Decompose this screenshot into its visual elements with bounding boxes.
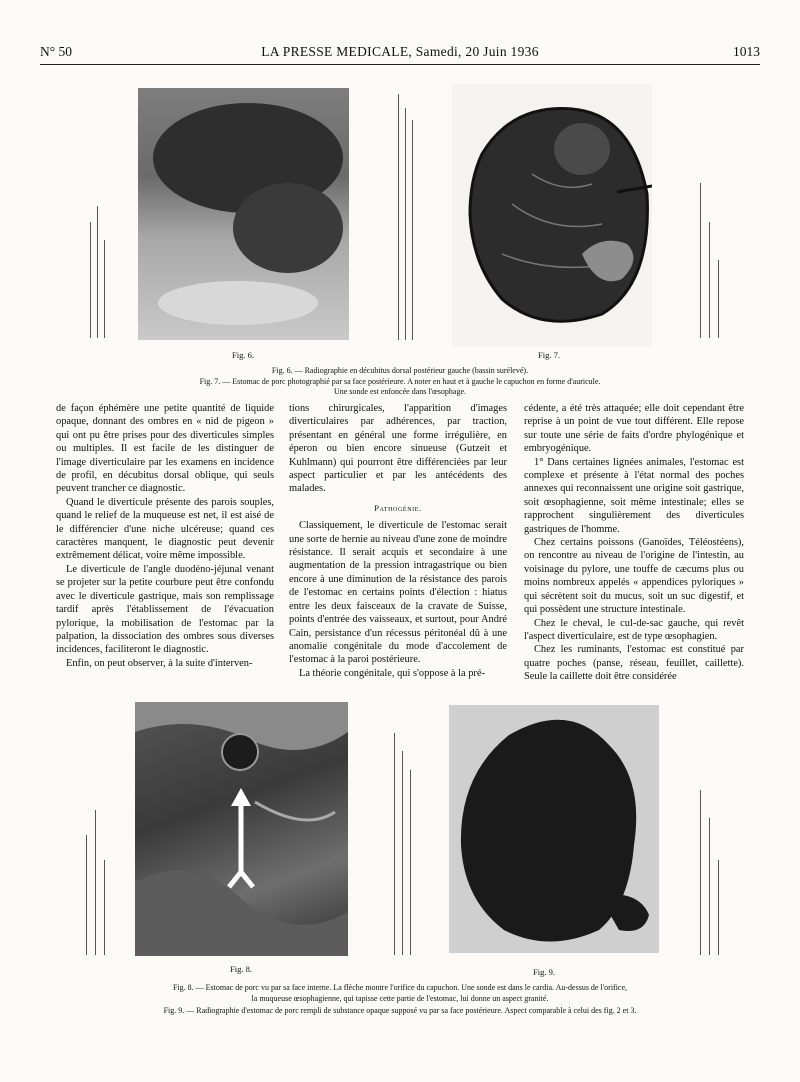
mucosa-fold-lower xyxy=(135,871,348,956)
figure-6-radiograph xyxy=(138,88,349,340)
journal-title: LA PRESSE MEDICALE, Samedi, 20 Juin 1936 xyxy=(261,44,539,59)
figure-8-photo xyxy=(135,702,348,956)
capuchon-orifice xyxy=(222,734,258,770)
column-rule xyxy=(104,860,105,955)
paragraph: Classiquement, le diverticule de l'estomac serait une sorte de hernie au niveau d'une zone de moindre résistance. Il serait acquis et secondaire à une augmentation de la pression intragastrique ou bien encore à une diminution de la résistance des parois de l'estomac en certains points d'élection : hiatus entre les deux faisceaux de la cravate de Suisse, points d'entrée des vaisseaux, et surtout, pour André Cain, persistance d'un récessus péritonéal dû à une anomalie congénitale du mode d'accolement de l'estomac à la paroi postérieure. xyxy=(289,520,507,666)
paragraph: Le diverticule de l'angle duodéno-jéjunal venant se projeter sur la petite courbure peut être confondu avec le diverticule gastrique, mais son remplissage tardif après l'établissement de l'évacuation pylorique, la mobilisation de l'estomac par la palpation, la dissociation des ombres sous diverses incidences, faciliteront le diagnostic. xyxy=(56,563,274,656)
paragraph: Quand le diverticule présente des parois souples, quand le relief de la muqueuse est net, il est aisé de le différencier d'une niche ulcéreuse; quand ces caractères manquent, le diagnostic peut devenir extrêmement délicat, voire même impossible. xyxy=(56,496,274,562)
column-rule xyxy=(90,222,91,338)
column-rule xyxy=(700,183,701,338)
fig6-image xyxy=(138,88,349,340)
caption-fig7: Fig. 7. — Estomac de porc photographié par sa face postérieure. A noter en haut et à gauche le capuchon en forme d'auricule. xyxy=(199,377,601,386)
column-rule xyxy=(398,94,399,340)
text-column-3 xyxy=(524,402,744,684)
column-rule xyxy=(104,240,105,338)
paragraph: de façon éphémère une petite quantité de liquide opaque, donnant des ombres en « nid de pigeon » qui ont pu être prises pour des diverticules simples ou multiples. Il est facile de les distinguer de l'image diverticulaire par les examens en incidence de profil, en décubitus dorsal oblique, qui seuls peuvent trancher ce diagnostic. xyxy=(56,403,274,495)
paragraph: Chez certains poissons (Ganoïdes, Téléostéens), on rencontre au niveau de l'origine de l'intestin, au voisinage du pylore, une touffe de cæcums plus ou moins nombreux appelés « appendices pyloriques » qui sécrètent soit du mucus, soit un suc digestif, et qui possèdent une structure intestinale. xyxy=(524,537,744,616)
text-column-2 xyxy=(289,402,507,680)
header-rule xyxy=(40,64,760,65)
running-header xyxy=(40,44,760,66)
fold-highlight xyxy=(255,802,335,820)
stomach-shadow-lower xyxy=(233,183,343,273)
caption-fig7-cont: Une sonde est enfoncée dans l'œsophage. xyxy=(333,387,467,396)
column-rule xyxy=(95,810,96,955)
paragraph: Enfin, on peut observer, à la suite d'interven- xyxy=(66,657,253,669)
fig9-image xyxy=(449,705,659,953)
arrow-pointer xyxy=(229,788,253,887)
column-rule xyxy=(412,120,413,340)
fig6-label: Fig. 6. xyxy=(232,350,254,360)
caption-fig8: Fig. 8. — Estomac de porc vu par sa face interne. La flèche montre l'orifice du capuchon. Une sonde est dans le cardia. Au-dessus de l'orifice, xyxy=(172,983,628,992)
auricle-capuchon xyxy=(554,123,610,175)
caption-fig9: Fig. 9. — Radiographie d'estomac de porc rempli de substance opaque supposé vu par sa face postérieure. Aspect comparable à celui des fig. 2 et 3. xyxy=(163,1006,637,1015)
column-rule xyxy=(700,790,701,955)
paragraph: 1° Dans certaines lignées animales, l'estomac est complexe et présente à l'état normal des poches annexes qui reconnaissent une origine soit gastrique, soit œsophagienne, soit même intestinale; elles se rapprochent singulièrement des diverticules gastriques de l'homme. xyxy=(524,456,744,535)
column-rule xyxy=(97,206,98,338)
paragraph: Chez le cheval, le cul-de-sac gauche, qui revêt l'aspect diverticulaire, est de type œsophagien. xyxy=(524,617,744,642)
paragraph: cédente, a été très attaquée; elle doit cependant être reprise à un point de vue tout différent. Elle repose sur toute une série de faits d'ordre phylogénique et embryogénique. xyxy=(524,403,744,455)
caption-fig8-cont: la muqueuse œsophagienne, qui tapisse cette partie de l'estomac, lui donne un aspect granité. xyxy=(251,994,549,1003)
column-rule xyxy=(410,770,411,955)
column-rule xyxy=(718,860,719,955)
column-rule xyxy=(405,108,406,340)
caption-fig6: Fig. 6. — Radiographie en décubitus dorsal postérieur gauche (bassin surélevé). xyxy=(271,366,529,375)
fig9-label: Fig. 9. xyxy=(533,967,555,977)
issue-number: N° 50 xyxy=(40,44,73,59)
fig8-label: Fig. 8. xyxy=(230,964,252,974)
fig7-label: Fig. 7. xyxy=(538,350,560,360)
figure-9-radiograph xyxy=(449,705,659,953)
section-heading: Pathogénie. xyxy=(374,502,422,513)
column-rule xyxy=(86,835,87,955)
column-rule xyxy=(394,733,395,955)
column-rule xyxy=(718,260,719,338)
fig8-image xyxy=(135,702,348,956)
pelvis-light-area xyxy=(158,281,318,325)
paragraph: Chez les ruminants, l'estomac est constitué par quatre poches (panse, réseau, feuillet, caillette). Seule la caillette doit être considérée xyxy=(524,644,744,683)
paragraph: La théorie congénitale, qui s'oppose à la pré- xyxy=(299,667,485,679)
figure-7-photo xyxy=(452,84,652,346)
column-rule xyxy=(709,222,710,338)
page-number: 1013 xyxy=(733,44,760,59)
fig7-image xyxy=(452,84,652,346)
paragraph: tions chirurgicales, l'apparition d'images diverticulaires par adhérences, par traction, présentant en général une forme irrégulière, en éperon ou bien encore sinueuse (Gutzeit et Kuhlmann) qui pourront être différenciées par leur aspect particulier et par les antécédents des malades. xyxy=(289,403,507,495)
text-column-1 xyxy=(56,402,274,670)
column-rule xyxy=(402,751,403,955)
column-rule xyxy=(709,818,710,955)
